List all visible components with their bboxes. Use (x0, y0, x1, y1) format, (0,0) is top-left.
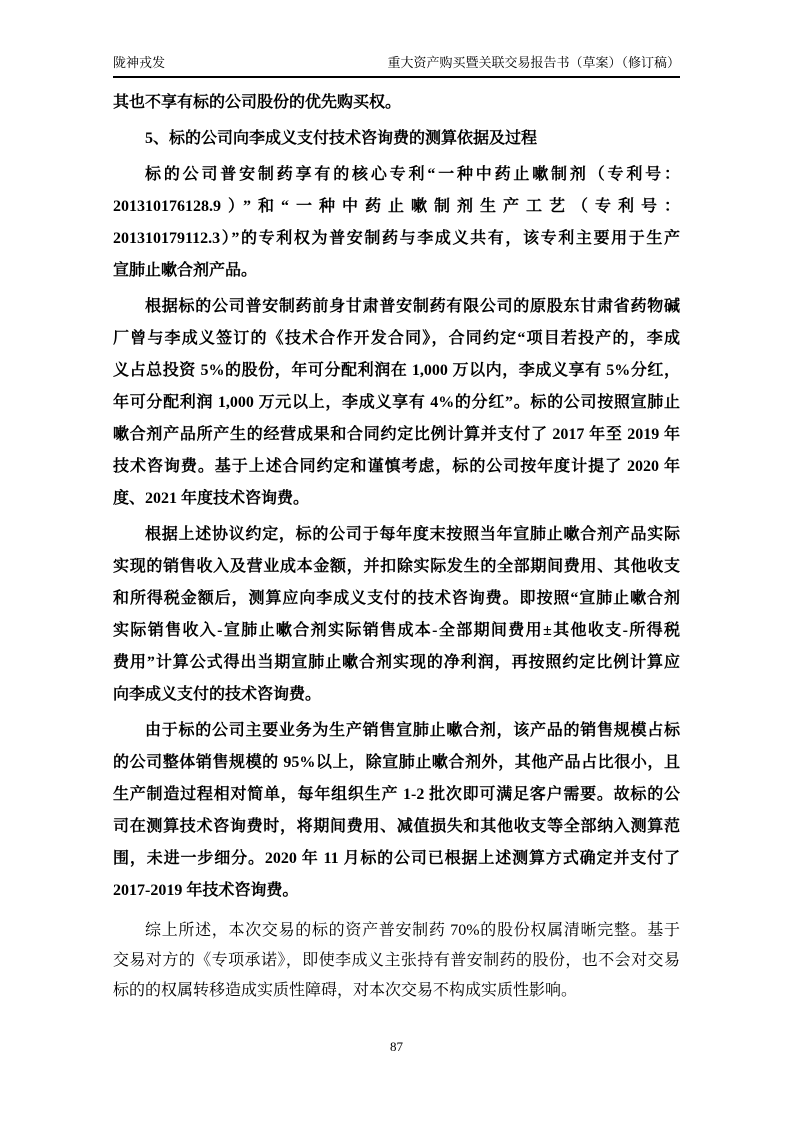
text-line: 义占总投资 5%的股份，年可分配利润在 1,000 万以内，李成义享有 5%分红， (113, 362, 680, 379)
text-line: 201310176128.9）”和“一种中药止嗽制剂生产工艺（专利号： (113, 198, 680, 215)
text-line: 技术咨询费。基于上述合同约定和谨慎考虑，标的公司按年度计提了 2020 年 (113, 458, 680, 475)
text-line: 司在测算技术咨询费时，将期间费用、减值损失和其他收支等全部纳入测算范 (113, 818, 680, 835)
text-line: 向李成义支付的技术咨询费。 (113, 686, 322, 703)
paragraph (113, 519, 680, 711)
text-line: 5、标的公司向李成义支付技术咨询费的测算依据及过程 (145, 130, 538, 147)
text-line: 和所得税金额后，测算应向李成义支付的技术咨询费。即按照“宣肺止嗽合剂 (113, 590, 680, 607)
text-line: 厂曾与李成义签订的《技术合作开发合同》，合同约定“项目若投产的，李成 (113, 330, 680, 347)
header-rule (113, 76, 680, 78)
text-line: 宣肺止嗽合剂产品。 (113, 262, 258, 279)
text-line: 嗽合剂产品所产生的经营成果和合同约定比例计算并支付了 2017 年至 2019 年 (113, 426, 680, 443)
text-line: 其也不享有标的公司股份的优先购买权。 (113, 94, 402, 111)
page-header (113, 54, 680, 72)
paragraph (113, 159, 680, 287)
section-heading (113, 123, 680, 155)
text-line: 根据上述协议约定，标的公司于每年度末按照当年宣肺止嗽合剂产品实际 (145, 526, 680, 543)
paragraph (113, 87, 680, 119)
text-line: 综上所述，本次交易的标的资产普安制药 70%的股份权属清晰完整。基于 (145, 922, 680, 939)
page-number: 87 (390, 1039, 403, 1054)
text-line: 由于标的公司主要业务为生产销售宣肺止嗽合剂，该产品的销售规模占标 (145, 722, 680, 739)
text-line: 度、2021 年度技术咨询费。 (113, 490, 310, 507)
text-line: 实际销售收入-宣肺止嗽合剂实际销售成本-全部期间费用±其他收支-所得税 (113, 622, 680, 639)
text-line: 2017-2019 年技术咨询费。 (113, 882, 299, 899)
page-footer (0, 1038, 793, 1056)
text-line: 根据标的公司普安制药前身甘肃普安制药有限公司的原股东甘肃省药物碱 (145, 298, 680, 315)
text-line: 标的公司普安制药享有的核心专利“一种中药止嗽制剂（专利号： (145, 166, 680, 183)
text-line: 围，未进一步细分。2020 年 11 月标的公司已根据上述测算方式确定并支付了 (113, 850, 680, 867)
document-body (113, 87, 680, 1006)
text-line: 201310179112.3）”的专利权为普安制药与李成义共有，该专利主要用于生产 (113, 230, 680, 247)
header-left-text: 陇神戎发 (113, 55, 166, 70)
text-line: 生产制造过程相对简单，每年组织生产 1-2 批次即可满足客户需要。故标的公 (113, 786, 680, 803)
text-line: 的公司整体销售规模的 95%以上，除宣肺止嗽合剂外，其他产品占比很小，且 (113, 754, 680, 771)
text-line: 交易对方的《专项承诺》，即使李成义主张持有普安制药的股份，也不会对交易 (113, 952, 680, 969)
header-right-text: 重大资产购买暨关联交易报告书（草案）（修订稿） (387, 55, 680, 70)
text-line: 年可分配利润 1,000 万元以上，李成义享有 4%的分红”。标的公司按照宣肺止 (113, 394, 680, 411)
paragraph (113, 916, 680, 1006)
text-line: 实现的销售收入及营业成本金额，并扣除实际发生的全部期间费用、其他收支 (113, 558, 680, 575)
paragraph (113, 291, 680, 515)
paragraph (113, 715, 680, 907)
text-line: 费用”计算公式得出当期宣肺止嗽合剂实现的净利润，再按照约定比例计算应 (113, 654, 680, 671)
text-line: 标的的权属转移造成实质性障碍，对本次交易不构成实质性影响。 (113, 982, 578, 999)
